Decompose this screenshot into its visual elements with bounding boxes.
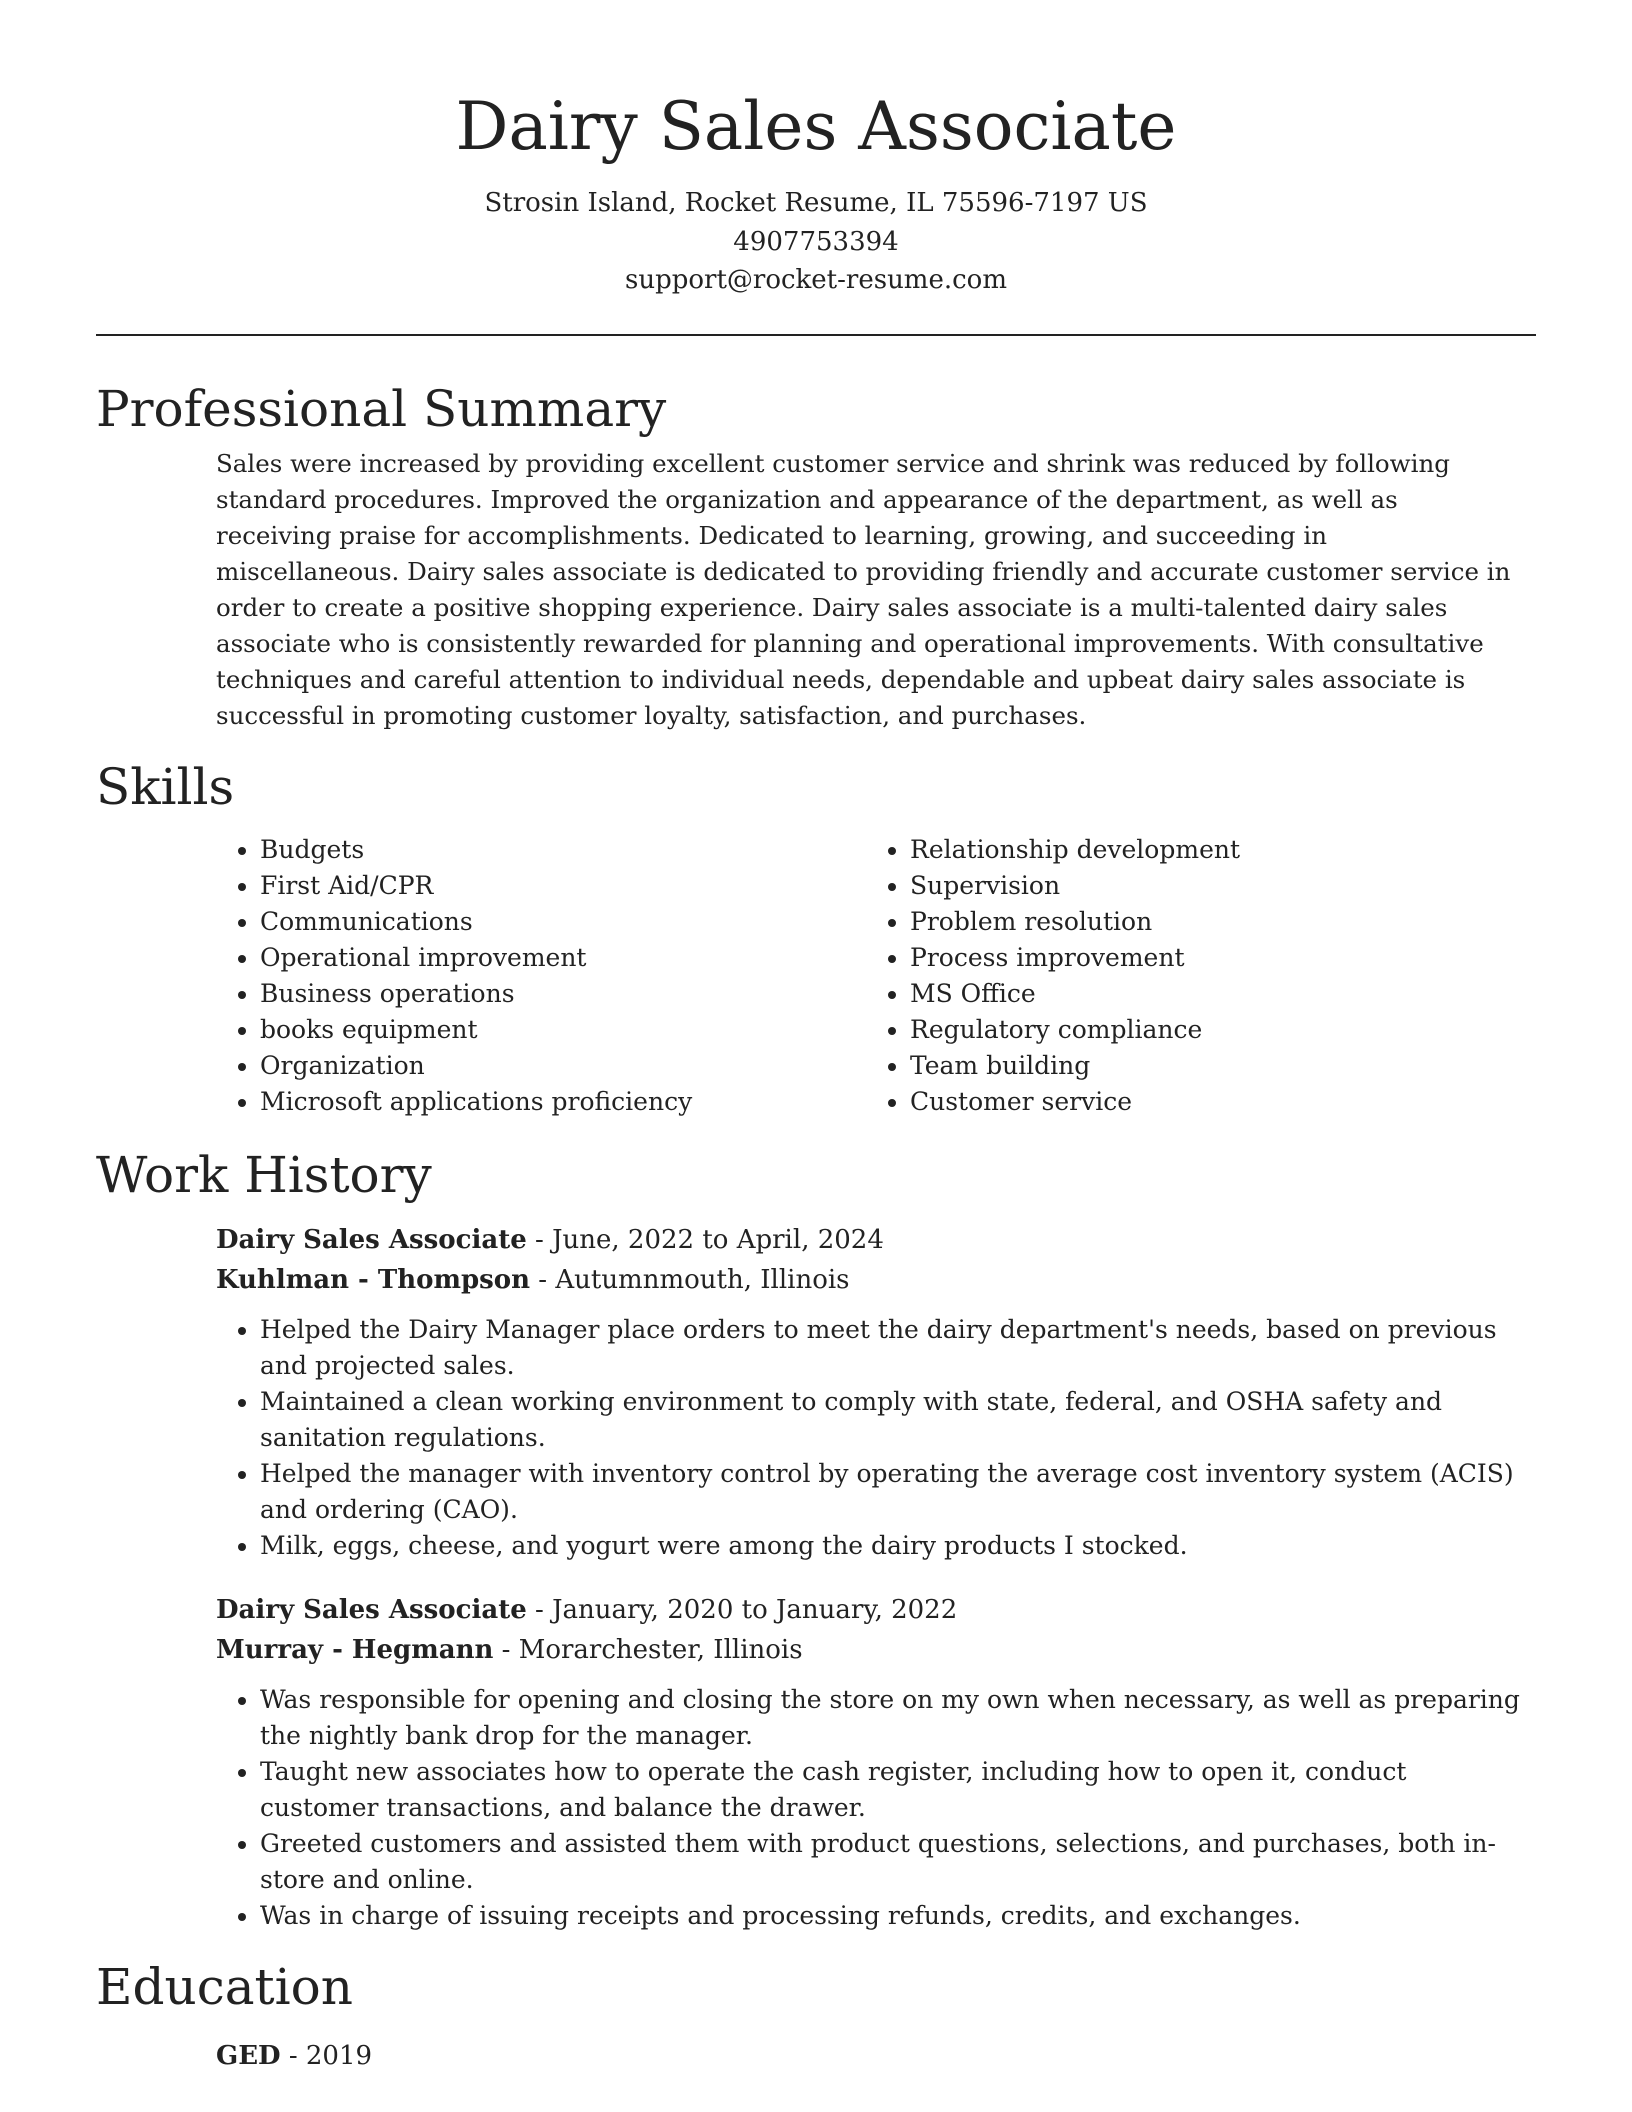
job-title-line xyxy=(216,1220,1536,1260)
duty-item: • Helped the Dairy Manager place orders to meet the dairy department's needs, based on previous and projected sales. xyxy=(260,1312,1530,1384)
job-location: - Autumnmouth, Illinois xyxy=(530,1264,850,1295)
job-entry xyxy=(216,1590,1536,1934)
duty-item: • Taught new associates how to operate the cash register, including how to open it, conduct customer transactions, and balance the drawer. xyxy=(260,1754,1530,1826)
contact-address: Strosin Island, Rocket Resume, IL 75596-7197 US xyxy=(484,188,1148,218)
job-title-line xyxy=(216,1590,1536,1630)
education-entry xyxy=(216,2036,1536,2076)
job-company: Murray - Hegmann xyxy=(216,1634,494,1665)
duty-item: • Greeted customers and assisted them with product questions, selections, and purchases, both in-store and online. xyxy=(260,1826,1530,1898)
job-duties xyxy=(216,1312,1530,1564)
skill-item: • First Aid/CPR xyxy=(260,868,866,904)
contact-email: support@rocket-resume.com xyxy=(624,265,1007,295)
duty-item: • Helped the manager with inventory control by operating the average cost inventory system (ACIS) and ordering (CAO). xyxy=(260,1456,1530,1528)
duty-item: • Was responsible for opening and closing the store on my own when necessary, as well as preparing the nightly bank drop for the manager. xyxy=(260,1682,1530,1754)
resume-header xyxy=(96,0,1536,300)
education-heading: Education xyxy=(96,1957,353,2016)
candidate-name: Dairy Sales Associate xyxy=(455,88,1177,165)
education-degree: GED xyxy=(216,2040,281,2071)
summary-heading: Professional Summary xyxy=(96,379,667,438)
contact-phone: 4907753394 xyxy=(733,226,899,257)
job-company-line xyxy=(216,1630,1536,1670)
skill-item: • Relationship development xyxy=(910,832,1516,868)
duty-item: • Maintained a clean working environment to comply with state, federal, and OSHA safety and sanitation regulations. xyxy=(260,1384,1530,1456)
skills-column-left xyxy=(216,832,866,1120)
header-divider xyxy=(96,334,1536,336)
resume-page xyxy=(96,0,1536,2076)
skill-item: • Organization xyxy=(260,1048,866,1084)
skill-item: • Microsoft applications proficiency xyxy=(260,1084,866,1120)
job-location: - Morarchester, Illinois xyxy=(493,1634,803,1665)
job-company-line xyxy=(216,1260,1536,1300)
summary-text: Sales were increased by providing excellent customer service and shrink was reduced by following standard procedures. Improved the organization and appearance of the department, as well as receiving praise for accomplishments. Dedicated to learning, growing, and succeeding in miscellaneous. Dairy sales associate is dedicated to providing friendly and accurate customer service in order to create a positive shopping experience. Dairy sales associate is a multi-talented dairy sales associate who is consistently rewarded for planning and operational improvements. With consultative techniques and careful attention to individual needs, dependable and upbeat dairy sales associate is successful in promoting customer loyalty, satisfaction, and purchases. xyxy=(216,448,1511,730)
skill-item: • Customer service xyxy=(910,1084,1516,1120)
duty-item: • Was in charge of issuing receipts and processing refunds, credits, and exchanges. xyxy=(260,1898,1530,1934)
work-history-heading: Work History xyxy=(96,1145,432,1204)
job-position: Dairy Sales Associate xyxy=(216,1594,527,1625)
job-company: Kuhlman - Thompson xyxy=(216,1264,531,1295)
skill-item: • Team building xyxy=(910,1048,1516,1084)
skill-item: • Operational improvement xyxy=(260,940,866,976)
education-year: - 2019 xyxy=(280,2040,373,2071)
job-duties xyxy=(216,1682,1530,1934)
skill-item: • Regulatory compliance xyxy=(910,1012,1516,1048)
skills-column-right xyxy=(866,832,1516,1120)
job-dates: - June, 2022 to April, 2024 xyxy=(526,1224,884,1255)
skill-item: • Communications xyxy=(260,904,866,940)
skill-item: • Problem resolution xyxy=(910,904,1516,940)
skills-list xyxy=(216,832,1536,1120)
skill-item: • MS Office xyxy=(910,976,1516,1012)
duty-item: • Milk, eggs, cheese, and yogurt were among the dairy products I stocked. xyxy=(260,1528,1530,1564)
skill-item: • books equipment xyxy=(260,1012,866,1048)
skill-item: • Business operations xyxy=(260,976,866,1012)
job-entry xyxy=(216,1220,1536,1564)
skill-item: • Budgets xyxy=(260,832,866,868)
skills-heading: Skills xyxy=(96,757,235,816)
skill-item: • Process improvement xyxy=(910,940,1516,976)
contact-info xyxy=(96,184,1536,300)
job-dates: - January, 2020 to January, 2022 xyxy=(526,1594,958,1625)
job-position: Dairy Sales Associate xyxy=(216,1224,527,1255)
skill-item: • Supervision xyxy=(910,868,1516,904)
